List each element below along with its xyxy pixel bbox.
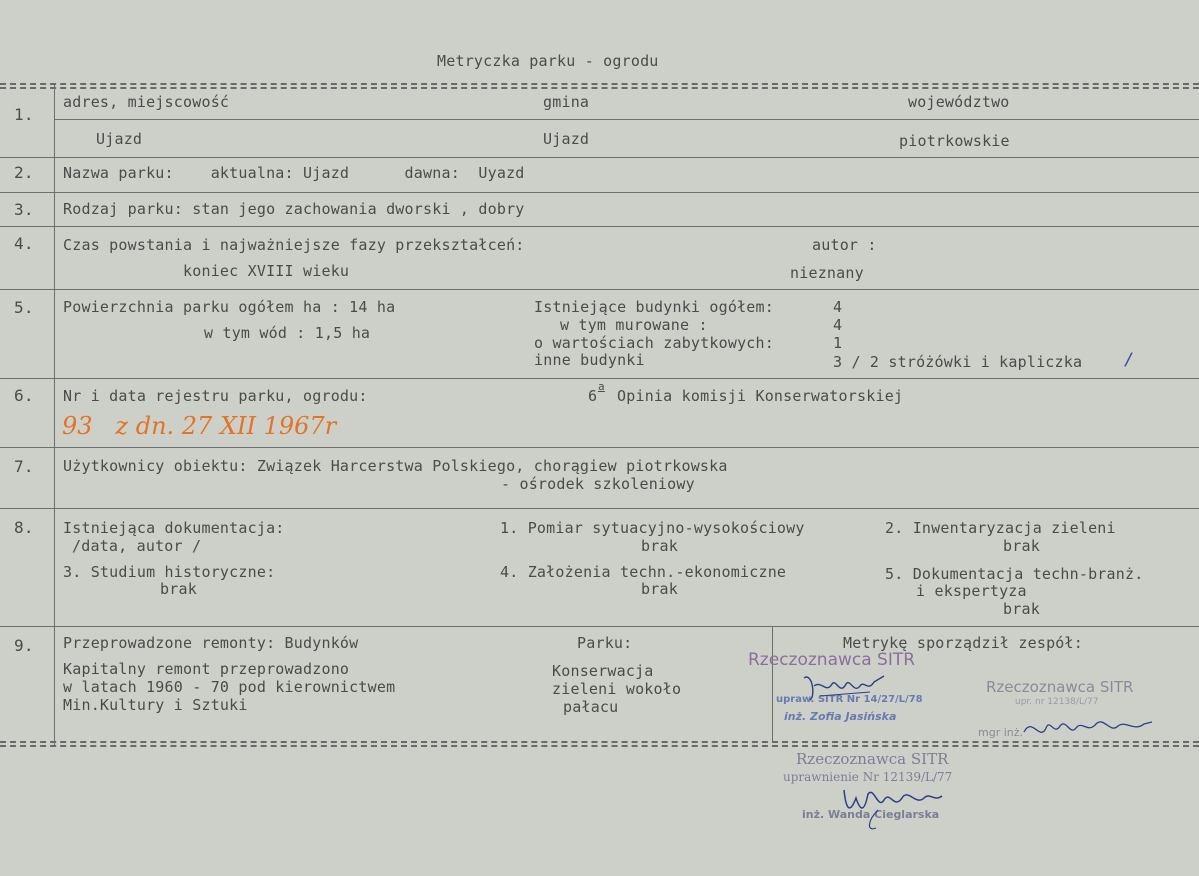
documentation-label: Istniejąca dokumentacja: (63, 519, 285, 537)
rule-4-5 (0, 289, 1199, 290)
renovation-park-label: Parku: (577, 634, 633, 652)
opinion-label: Opinia komisji Konserwatorskiej (617, 387, 904, 405)
opinion-superscript: a (598, 380, 605, 393)
row9-divider (772, 626, 773, 742)
park-type: Rodzaj parku: stan jego zachowania dworski , dobry (63, 200, 525, 218)
stamp-2-name: mgr inż. (978, 726, 1024, 739)
users-line-2: - ośrodek szkoleniowy (501, 475, 695, 493)
doc-item-3-value: brak (160, 580, 197, 598)
water-area: w tym wód : 1,5 ha (204, 324, 371, 342)
row-number: 3. (14, 200, 34, 219)
stamp-2-line: upr. nr 12138/L/77 (1015, 697, 1099, 707)
doc-item-2: 2. Inwentaryzacja zieleni (885, 519, 1116, 537)
users-line-1: Użytkownicy obiektu: Związek Harcerstwa Polskiego, chorągiew piotrkowska (63, 457, 728, 475)
doc-item-1-value: brak (641, 537, 678, 555)
top-rule-2 (0, 87, 1199, 89)
rule-7-8 (0, 508, 1199, 509)
doc-item-5: 5. Dokumentacja techn-branż. (885, 565, 1144, 583)
stamp-3-name: inż. Wanda Cieglarska (802, 808, 940, 821)
stamp-3-title: Rzeczoznawca SITR (796, 750, 949, 768)
origin-label: Czas powstania i najważniejsze fazy przekształceń: (63, 236, 525, 254)
doc-item-5-value: brak (1003, 600, 1040, 618)
rule-6-7 (0, 447, 1199, 448)
buildings-historic-value: 1 (833, 334, 843, 352)
pen-mark: / (1124, 350, 1135, 370)
buildings-other-value: 3 / 2 stróżówki i kapliczka (833, 353, 1083, 371)
renovation-park-2: zieleni wokoło (552, 680, 682, 698)
row1-split-rule (55, 119, 1199, 120)
row-number: 6. (14, 386, 34, 405)
doc-item-3: 3. Studium historyczne: (63, 563, 276, 581)
row-number: 8. (14, 518, 34, 537)
team-label: Metrykę sporządził zespół: (843, 634, 1083, 652)
author-value: nieznany (790, 264, 864, 282)
stamp-3-line: uprawnienie Nr 12139/L/77 (783, 770, 953, 784)
buildings-brick-value: 4 (833, 316, 843, 334)
renovation-buildings-1: Kapitalny remont przeprowadzono (63, 660, 350, 678)
park-name: Nazwa parku: aktualna: Ujazd dawna: Uyazd (63, 164, 525, 182)
buildings-brick-label: w tym murowane : (560, 316, 708, 334)
opinion-number: 6 (588, 387, 598, 405)
renovation-park-3: pałacu (563, 698, 619, 716)
row-number: 5. (14, 298, 34, 317)
row-number: 9. (14, 636, 34, 655)
doc-item-2-value: brak (1003, 537, 1040, 555)
doc-item-1: 1. Pomiar sytuacyjno-wysokościowy (500, 519, 805, 537)
document-title: Metryczka parku - ogrodu (437, 52, 659, 70)
address-label: adres, miejscowość (63, 93, 230, 111)
rule-2-3 (0, 192, 1199, 193)
signature-2 (1018, 712, 1158, 746)
doc-item-5-line-2: i ekspertyza (916, 582, 1027, 600)
stamp-1-name: inż. Zofia Jasińska (784, 710, 897, 723)
register-label: Nr i data rejestru parku, ogrodu: (63, 387, 368, 405)
voivodeship-value: piotrkowskie (899, 132, 1010, 150)
doc-item-4-value: brak (641, 580, 678, 598)
row-number: 2. (14, 163, 34, 182)
signature-3 (838, 780, 948, 836)
row-number: 1. (14, 105, 34, 124)
rule-1-2 (0, 157, 1199, 158)
rule-3-4 (0, 226, 1199, 227)
register-handwritten-entry: 93 z dn. 27 XII 1967r (62, 412, 337, 440)
stamp-2-title: Rzeczoznawca SITR (986, 678, 1134, 696)
gmina-label: gmina (543, 93, 590, 111)
buildings-total-label: Istniejące budynki ogółem: (534, 298, 774, 316)
rule-5-6 (0, 378, 1199, 379)
voivodeship-label: województwo (908, 93, 1010, 111)
documentation-sublabel: /data, autor / (72, 537, 202, 555)
park-area: Powierzchnia parku ogółem ha : 14 ha (63, 298, 396, 316)
doc-item-4: 4. Założenia techn.-ekonomiczne (500, 563, 787, 581)
signature-1 (800, 670, 890, 710)
origin-period: koniec XVIII wieku (183, 262, 350, 280)
buildings-total-value: 4 (833, 298, 843, 316)
renovation-buildings-3: Min.Kultury i Sztuki (63, 696, 248, 714)
rule-8-9 (0, 626, 1199, 627)
stamp-1-line: upraw. SITR Nr 14/27/L/78 (776, 694, 923, 705)
number-column-divider (54, 85, 55, 745)
row-number: 7. (14, 457, 34, 476)
buildings-other-label: inne budynki (534, 351, 645, 369)
buildings-historic-label: o wartościach zabytkowych: (534, 334, 774, 352)
renovation-buildings-2: w latach 1960 - 70 pod kierownictwem (63, 678, 396, 696)
renovation-park-1: Konserwacja (552, 662, 654, 680)
address-value: Ujazd (96, 130, 143, 148)
gmina-value: Ujazd (543, 130, 590, 148)
renovations-label: Przeprowadzone remonty: Budynków (63, 634, 359, 652)
stamp-1-title: Rzeczoznawca SITR (748, 650, 916, 670)
author-label: autor : (812, 236, 877, 254)
top-rule (0, 83, 1199, 85)
row-number: 4. (14, 234, 34, 253)
